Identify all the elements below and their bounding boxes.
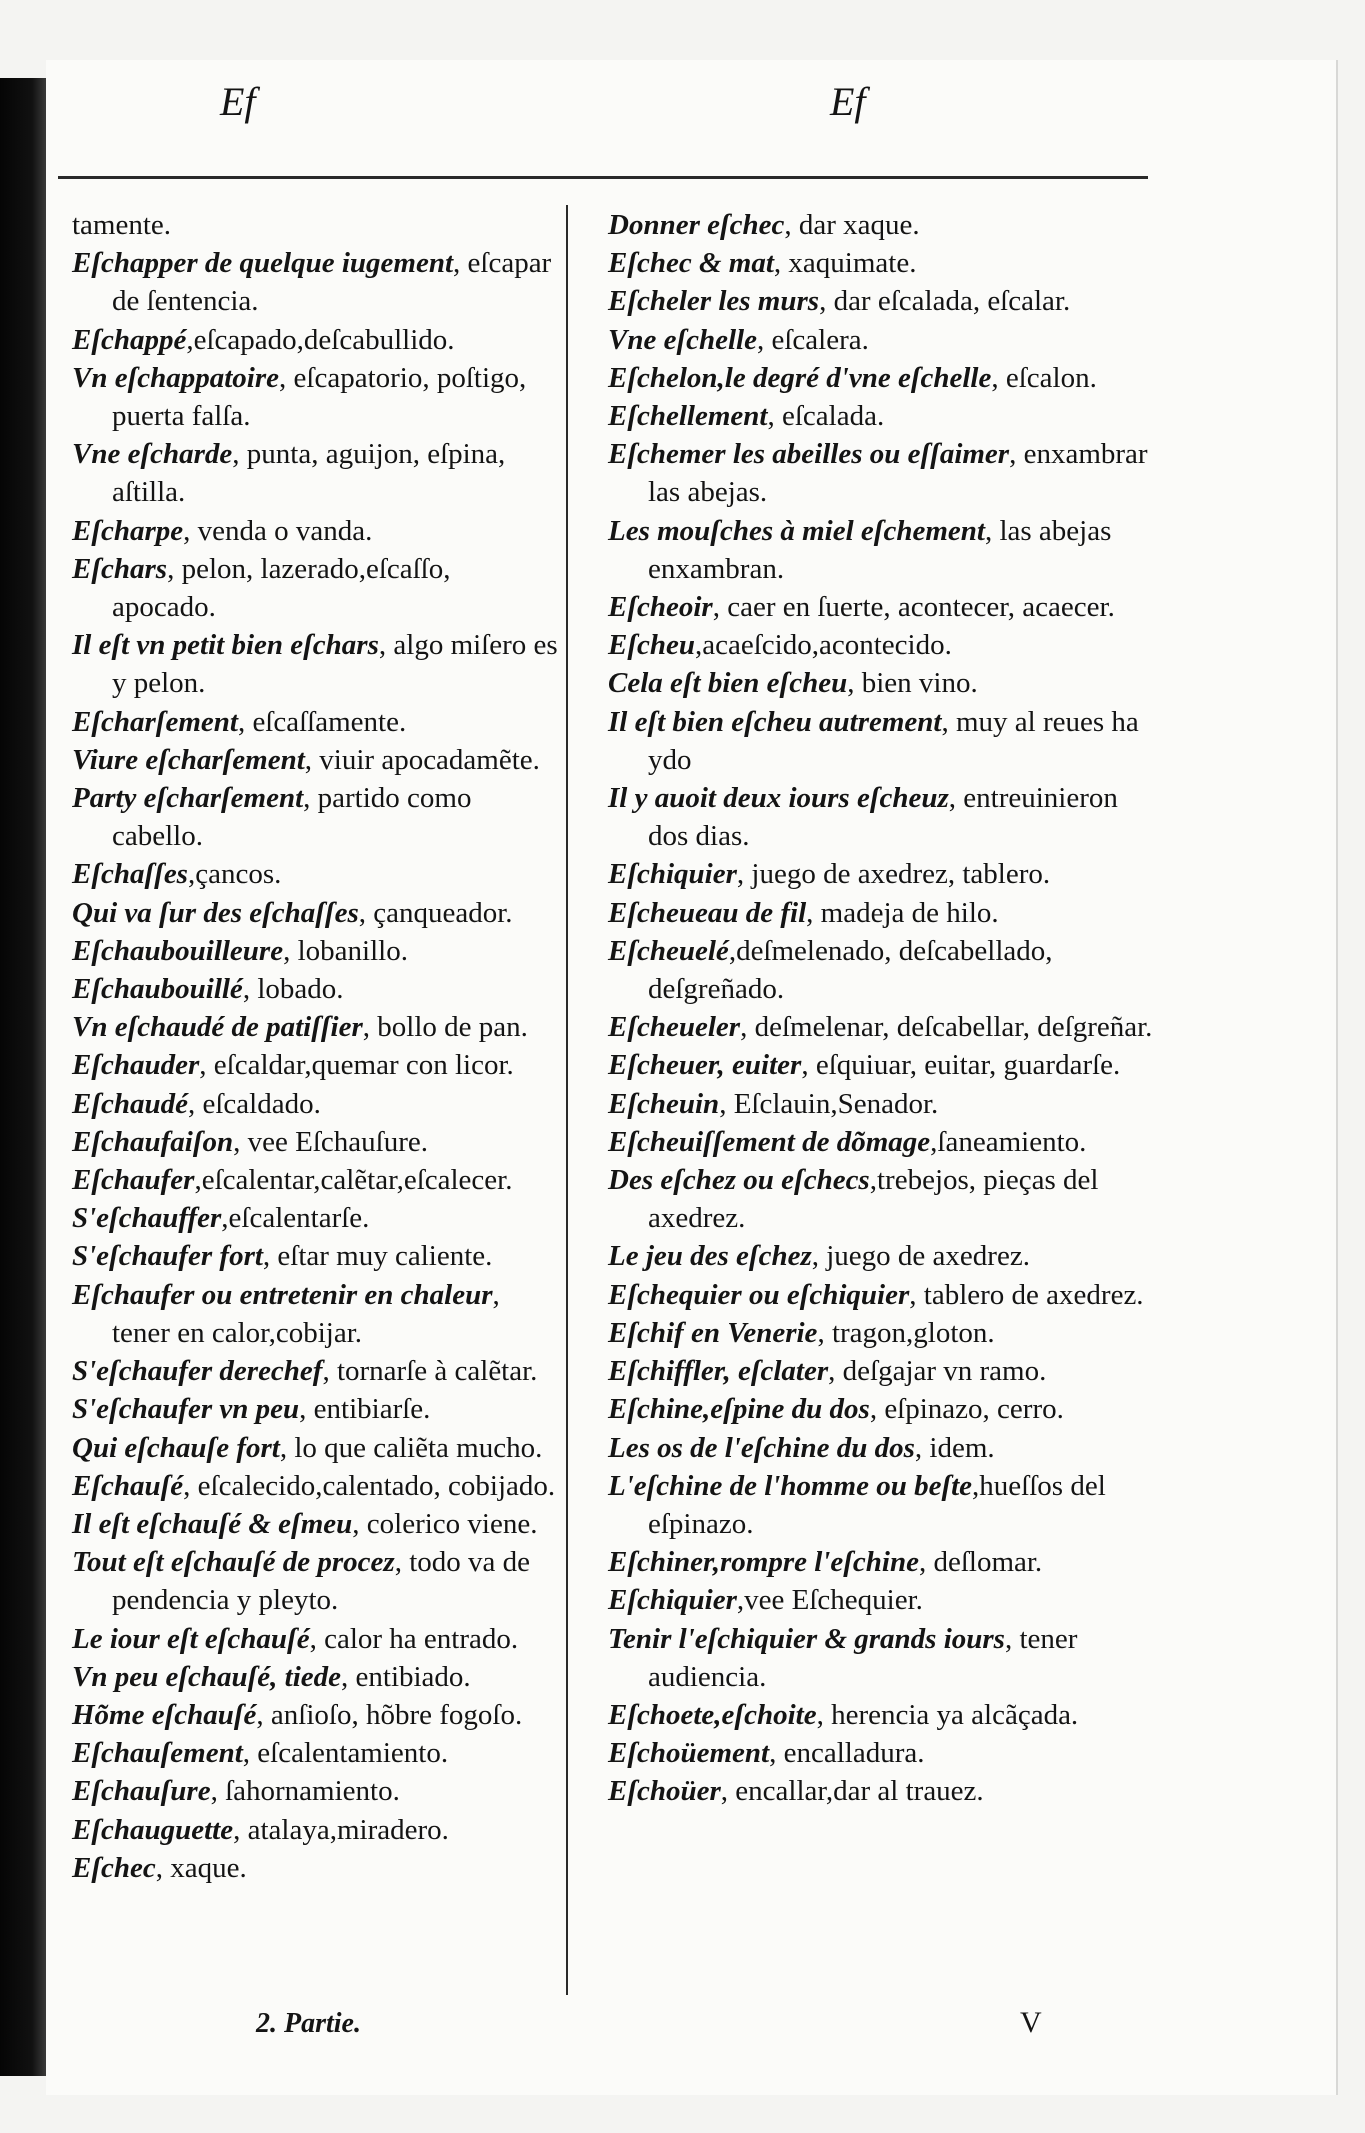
dictionary-entry [72, 1008, 558, 1046]
entry-definition: , viuir apocadamẽte. [304, 743, 540, 776]
entry-definition: , calor ha entrado. [309, 1622, 519, 1655]
dictionary-entry [72, 550, 558, 626]
dictionary-entry [608, 1696, 1156, 1734]
dictionary-entry [608, 1085, 1156, 1123]
entry-definition: ,vee Eſchequier. [736, 1584, 923, 1617]
entry-headword: Vn eſchaudé de patiſſier [72, 1011, 363, 1044]
entry-definition: , deſlomar. [918, 1546, 1043, 1579]
dictionary-entry [608, 1008, 1156, 1046]
entry-definition: ,çancos. [187, 858, 282, 891]
entry-definition: , venda o vanda. [183, 514, 373, 547]
column-divider [566, 205, 568, 1995]
entry-headword: Eſchaufer [72, 1164, 195, 1197]
entry-definition: ,deſmelenado, deſcabellado, deſgreñado. [648, 934, 1053, 1006]
dictionary-entry [72, 1085, 558, 1123]
entry-definition: , vee Eſchauſure. [233, 1125, 428, 1158]
dictionary-entry [72, 1429, 558, 1467]
entry-headword: Eſchec & mat [608, 247, 774, 280]
entry-headword: Party eſcharſement [72, 782, 304, 815]
dictionary-entry [72, 741, 558, 779]
dictionary-entry [72, 855, 558, 893]
dictionary-entry [72, 1237, 558, 1275]
entry-definition: , idem. [914, 1431, 995, 1464]
dictionary-entry [608, 1161, 1156, 1237]
entry-definition: , encalladura. [769, 1737, 925, 1770]
dictionary-entry [608, 1390, 1156, 1428]
dictionary-entry [608, 703, 1156, 779]
dictionary-entry [72, 1772, 558, 1810]
entry-definition: , tragon,gloton. [817, 1316, 995, 1349]
dictionary-entry [72, 359, 558, 435]
dictionary-entry [608, 1734, 1156, 1772]
entry-definition: , eſquiuar, euitar, guardarſe. [801, 1049, 1121, 1082]
entry-headword: Eſchemer les abeilles ou eſſaimer [608, 438, 1010, 471]
entry-headword: Eſcheuer, euiter [608, 1049, 802, 1082]
entry-headword: Eſchoete,eſchoite [608, 1698, 817, 1731]
entry-headword: Il y auoit deux iours eſcheuz [608, 782, 949, 815]
entry-definition: , punta, aguijon, eſpina, aſtilla. [112, 438, 506, 509]
entry-definition: ,eſcalentarſe. [221, 1202, 370, 1235]
entry-headword: Eſchec [72, 1851, 156, 1884]
entry-headword: Eſchaudé [72, 1087, 188, 1120]
dictionary-entry [72, 1046, 558, 1084]
entry-definition: ,eſcalentar,calẽtar,eſcalecer. [194, 1164, 513, 1197]
dictionary-entry [608, 588, 1156, 626]
entry-headword: S'eſchauffer [72, 1202, 222, 1235]
dictionary-entry [608, 512, 1156, 588]
dictionary-entry [72, 321, 558, 359]
entry-headword: Eſcheuelé [608, 934, 729, 967]
running-head-right: Ef [830, 79, 866, 124]
dictionary-entry [72, 703, 558, 741]
entry-headword: Eſchellement [608, 400, 768, 433]
dictionary-entry [72, 1276, 558, 1352]
entry-definition: , entibiado. [341, 1660, 471, 1693]
entry-definition: , algo miſero es y pelon. [112, 629, 558, 700]
dictionary-entry [608, 855, 1156, 893]
entry-definition: , deſgajar vn ramo. [828, 1355, 1047, 1388]
entry-definition: , madeja de hilo. [806, 896, 999, 929]
entry-definition: , tornarſe à calẽtar. [322, 1355, 538, 1388]
dictionary-entry [72, 1734, 558, 1772]
entry-headword: Eſchaufaiſon [72, 1125, 234, 1158]
entry-definition: , eſcapar de ſentencia. [112, 247, 552, 318]
dictionary-entry [608, 1237, 1156, 1275]
dictionary-entry [608, 1581, 1156, 1619]
entry-headword: Les mouſches à miel eſchement [608, 514, 985, 547]
dictionary-entry [72, 1161, 558, 1199]
entry-definition: , eſcaſſamente. [237, 705, 407, 738]
entry-definition: , eſcalada. [767, 400, 885, 433]
dictionary-entry [608, 626, 1156, 664]
entry-definition: , pelon, lazerado,eſcaſſo, apocado. [112, 552, 451, 624]
entry-headword: Qui va ſur des eſchaſſes [72, 896, 359, 929]
dictionary-entry [72, 932, 558, 970]
dictionary-entry [72, 1390, 558, 1428]
entry-headword: Eſcheler les murs [608, 285, 820, 318]
entry-headword: Eſchoüer [608, 1775, 721, 1808]
entry-definition: , eſtar muy caliente. [262, 1240, 493, 1273]
dictionary-entry [608, 1123, 1156, 1161]
entry-definition: , caer en ſuerte, acontecer, acaecer. [712, 591, 1115, 624]
entry-definition: ,eſcapado,deſcabullido. [186, 323, 455, 356]
entry-headword: Eſchappé [72, 323, 187, 356]
entry-headword: Eſcheu [608, 629, 695, 662]
entry-headword: Donner eſchec [608, 209, 785, 241]
entry-definition: tamente. [72, 209, 172, 241]
entry-definition: , eſcaldar,quemar con licor. [199, 1049, 514, 1082]
entry-headword: Eſcheueler [608, 1011, 741, 1044]
entry-headword: Cela eſt bien eſcheu [608, 667, 848, 700]
dictionary-entry [608, 359, 1156, 397]
dictionary-entry [608, 1620, 1156, 1696]
header-rule [58, 176, 1148, 179]
entry-definition: , tener audiencia. [648, 1622, 1078, 1693]
dictionary-entry [72, 1123, 558, 1161]
entry-headword: Eſcheuiſſement de dõmage [608, 1125, 931, 1158]
entry-headword: Eſchelon,le degré d'vne eſchelle [608, 361, 992, 394]
entry-definition: , atalaya,miradero. [233, 1813, 449, 1846]
entry-definition: , eſcapatorio, poſtigo, puerta falſa. [112, 361, 527, 433]
entry-headword: Eſchiner,rompre l'eſchine [608, 1546, 919, 1579]
entry-definition: ,acaeſcido,acontecido. [695, 629, 952, 662]
entry-headword: Le iour eſt eſchauſé [72, 1622, 310, 1655]
dictionary-entry [608, 1314, 1156, 1352]
dictionary-entry [72, 435, 558, 511]
dictionary-entry [608, 1543, 1156, 1581]
entry-headword: Eſchauder [72, 1049, 200, 1082]
entry-headword: S'eſchaufer derechef [72, 1355, 323, 1388]
entry-headword: Viure eſcharſement [72, 743, 305, 776]
dictionary-entry [72, 1467, 558, 1505]
entry-definition: , lobado. [242, 973, 344, 1006]
dictionary-entry [608, 1352, 1156, 1390]
dictionary-entry [72, 1620, 558, 1658]
dictionary-entry [72, 1199, 558, 1237]
entry-definition: , entreuinieron dos dias. [648, 782, 1118, 853]
left-column [72, 206, 558, 1887]
entry-headword: S'eſchaufer fort [72, 1240, 263, 1273]
entry-headword: Eſchaufer ou entretenir en chaleur [72, 1278, 493, 1311]
entry-headword: Eſchiquier [608, 858, 737, 891]
entry-headword: Eſcheuin [608, 1087, 720, 1120]
dictionary-entry [608, 1046, 1156, 1084]
dictionary-entry [608, 1276, 1156, 1314]
entry-definition: , ſahornamiento. [210, 1775, 400, 1808]
entry-headword: Eſcharpe [72, 514, 184, 547]
running-head-left: Ef [220, 79, 256, 124]
entry-headword: Le jeu des eſchez [608, 1240, 812, 1273]
entry-definition: , anſioſo, hõbre fogoſo. [256, 1698, 523, 1731]
dictionary-entry [608, 321, 1156, 359]
entry-definition: ,trebejos, pieças del axedrez. [648, 1164, 1099, 1235]
entry-headword: Il eſt bien eſcheu autrement [608, 705, 942, 738]
entry-headword: Eſcharſement [72, 705, 238, 738]
entry-definition: , bollo de pan. [362, 1011, 528, 1044]
entry-headword: Eſchequier ou eſchiquier [608, 1278, 910, 1311]
entry-headword: Eſchars [72, 552, 168, 585]
entry-headword: Eſchif en Venerie [608, 1316, 818, 1349]
dictionary-entry [608, 1467, 1156, 1543]
entry-headword: Hõme eſchauſé [72, 1698, 257, 1731]
entry-headword: Eſcheueau de fil [608, 896, 807, 929]
entry-definition: , xaquimate. [773, 247, 917, 280]
entry-definition: , encallar,dar al trauez. [720, 1775, 984, 1808]
entry-headword: Eſchoüement [608, 1737, 770, 1770]
book-binding-shadow [0, 78, 46, 2076]
entry-headword: Eſchauſé [72, 1469, 184, 1502]
dictionary-entry [608, 206, 1156, 244]
entry-headword: Tenir l'eſchiquier & grands iours [608, 1622, 1005, 1655]
entry-headword: Vne eſcharde [72, 438, 233, 471]
dictionary-entry [72, 779, 558, 855]
dictionary-entry [608, 664, 1156, 702]
dictionary-entry [608, 1772, 1156, 1810]
entry-definition: , juego de axedrez, tablero. [736, 858, 1051, 891]
entry-headword: Vne eſchelle [608, 323, 757, 356]
dictionary-entry [72, 1811, 558, 1849]
dictionary-entry [72, 1658, 558, 1696]
entry-definition: , las abejas enxambran. [648, 514, 1112, 585]
entry-headword: Eſchaubouillé [72, 973, 243, 1006]
entry-headword: Eſchauguette [72, 1813, 234, 1846]
entry-definition: , eſcaldado. [188, 1087, 321, 1120]
entry-headword: Des eſchez ou eſchecs [608, 1164, 870, 1197]
dictionary-entry [608, 1429, 1156, 1467]
entry-headword: Eſchauſure [72, 1775, 211, 1808]
entry-definition: , bien vino. [847, 667, 978, 700]
dictionary-entry [72, 1543, 558, 1619]
entry-definition: , entibiarſe. [299, 1393, 431, 1426]
entry-headword: Eſcheoir [608, 591, 713, 624]
entry-headword: Il eſt eſchauſé & eſmeu [72, 1507, 353, 1540]
entry-definition: , eſcalera. [756, 323, 869, 356]
dictionary-entry [608, 435, 1156, 511]
entry-definition: , deſmelenar, deſcabellar, deſgreñar. [740, 1011, 1153, 1044]
entry-definition: , tablero de axedrez. [909, 1278, 1144, 1311]
entry-definition: ,hueſſos del eſpinazo. [648, 1469, 1106, 1540]
dictionary-entry [72, 970, 558, 1008]
entry-definition: , eſcalon. [991, 361, 1097, 394]
entry-headword: Tout eſt eſchauſé de procez [72, 1546, 395, 1579]
entry-definition: , colerico viene. [352, 1507, 538, 1540]
entry-definition: , herencia ya alcãçada. [816, 1698, 1079, 1731]
entry-definition: , dar eſcalada, eſcalar. [819, 285, 1071, 318]
dictionary-entry [608, 244, 1156, 282]
entry-headword: Qui eſchauſe fort [72, 1431, 280, 1464]
entry-headword: Eſchine,eſpine du dos [608, 1393, 870, 1426]
entry-definition: , Eſclauin,Senador. [719, 1087, 939, 1120]
entry-headword: Eſchaſſes [72, 858, 188, 891]
entry-headword: S'eſchaufer vn peu [72, 1393, 300, 1426]
entry-definition: , lo que caliẽta mucho. [279, 1431, 543, 1464]
entry-definition: , partido como cabello. [112, 782, 472, 853]
right-column [608, 206, 1156, 1811]
dictionary-entry [72, 1849, 558, 1887]
entry-definition: , eſcalentamiento. [242, 1737, 449, 1770]
dictionary-entry [608, 397, 1156, 435]
dictionary-entry [72, 512, 558, 550]
dictionary-entry [72, 206, 558, 244]
entry-headword: Il eſt vn petit bien eſchars [72, 629, 379, 662]
entry-definition: , eſpinazo, cerro. [869, 1393, 1064, 1426]
entry-headword: Eſchiffler, eſclater [608, 1355, 829, 1388]
entry-definition: , dar xaque. [784, 209, 920, 241]
signature-mark: 2. Partie. [256, 2008, 361, 2039]
entry-headword: Eſchapper de quelque iugement [72, 247, 454, 280]
entry-definition: , juego de axedrez. [811, 1240, 1030, 1273]
entry-headword: Eſchiquier [608, 1584, 737, 1617]
dictionary-entry [72, 1696, 558, 1734]
entry-definition: , lobanillo. [283, 934, 408, 967]
dictionary-entry [72, 244, 558, 320]
dictionary-entry [72, 1352, 558, 1390]
entry-headword: Vn peu eſchauſé, tiede [72, 1660, 342, 1693]
entry-headword: Les os de l'eſchine du dos [608, 1431, 915, 1464]
dictionary-entry [608, 932, 1156, 1008]
entry-definition: , tener en calor,cobijar. [112, 1278, 500, 1349]
entry-definition: , muy al reues ha ydo [648, 705, 1139, 776]
dictionary-entry [72, 1505, 558, 1543]
dictionary-entry [608, 894, 1156, 932]
entry-headword: Vn eſchappatoire [72, 361, 280, 394]
catchmark: V [1020, 2006, 1042, 2039]
entry-definition: ,ſaneamiento. [930, 1125, 1087, 1158]
dictionary-entry [72, 894, 558, 932]
entry-definition: , çanqueador. [358, 896, 513, 929]
entry-definition: , todo va de pendencia y pleyto. [112, 1546, 531, 1617]
entry-definition: , eſcalecido,calentado, cobijado. [183, 1469, 556, 1502]
dictionary-entry [72, 626, 558, 702]
entry-definition: , enxambrar las abejas. [648, 438, 1148, 509]
entry-headword: L'eſchine de l'homme ou beſte [608, 1469, 973, 1502]
entry-definition: , xaque. [155, 1851, 247, 1884]
dictionary-entry [608, 779, 1156, 855]
entry-headword: Eſchaubouilleure [72, 934, 284, 967]
dictionary-entry [608, 282, 1156, 320]
entry-headword: Eſchauſement [72, 1737, 243, 1770]
